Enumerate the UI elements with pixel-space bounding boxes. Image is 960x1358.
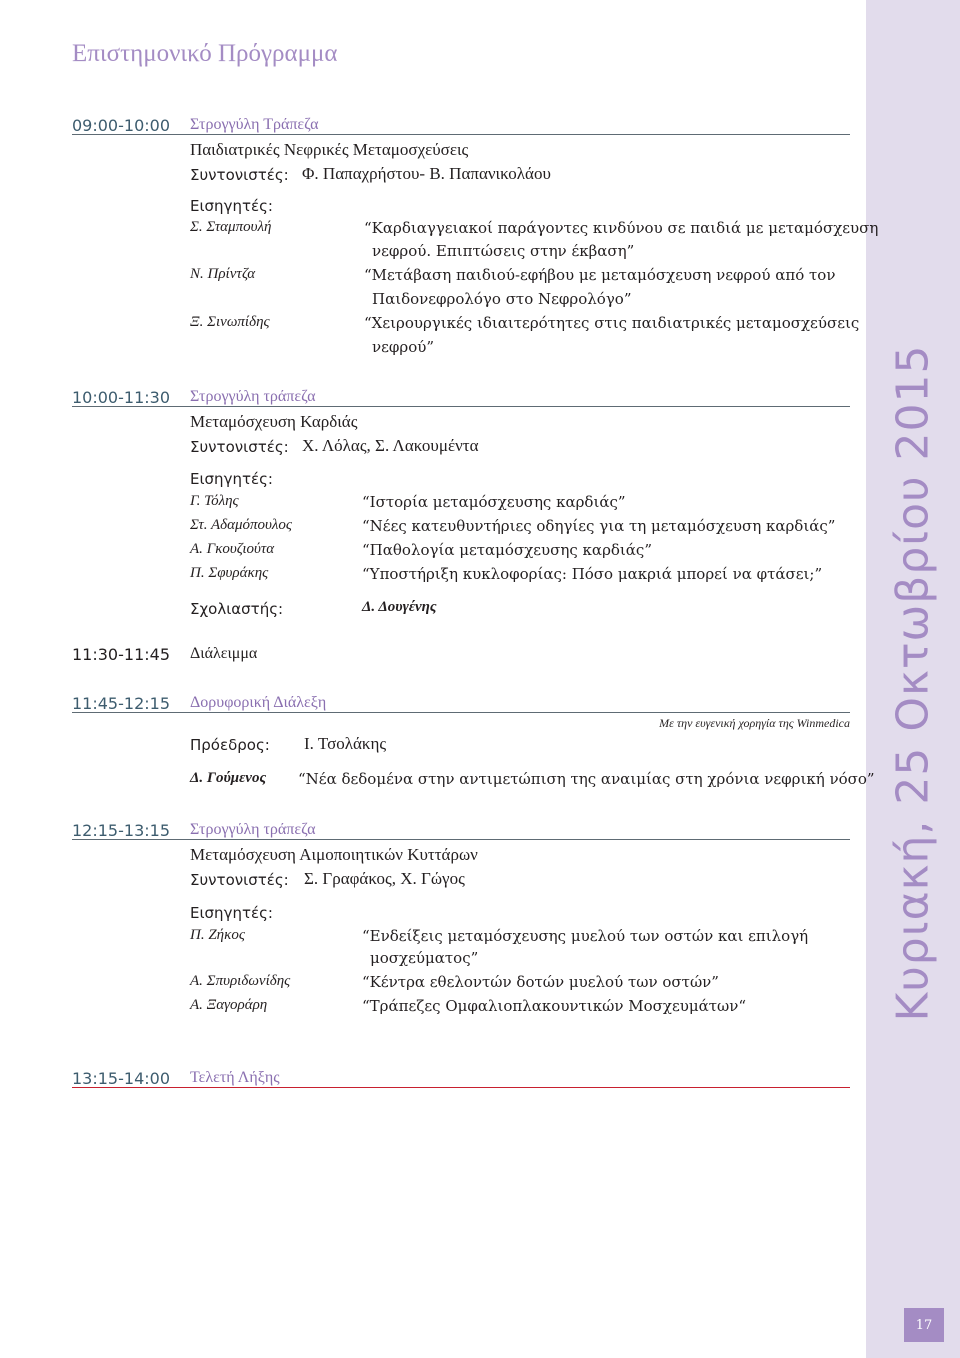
speaker-name: Α. Σπυριδωνίδης [190, 973, 291, 989]
speaker-name: Γ. Τόλης [190, 493, 239, 509]
commentator: Δ. Δουγένης [362, 599, 437, 615]
speaker-name: Α. Ξαγοράρη [190, 997, 268, 1013]
coordinators-label: Συντονιστές: [190, 438, 289, 456]
session-rule [72, 134, 850, 135]
session-time: 13:15-14:00 [72, 1069, 170, 1088]
talk-title: “Τράπεζες Ομφαλιοπλακουντικών Μοσχευμάτων“ [362, 997, 747, 1015]
coordinators: Σ. Γραφάκος, Χ. Γώγος [304, 869, 465, 888]
speaker-name: Α. Γκουζιούτα [190, 541, 275, 557]
session-subtitle: Μεταμόσχευση Καρδιάς [190, 412, 358, 431]
session-type: Δορυφορική Διάλεξη [190, 694, 327, 711]
talk-title: “Ενδείξεις μεταμόσχευσης μυελού των οστών και επιλογή [362, 927, 809, 945]
speaker-name: Ξ. Σινωπίδης [190, 314, 270, 330]
break-time: 11:30-11:45 [72, 645, 170, 664]
talk-title: “Χειρουργικές ιδιαιτερότητες στις παιδιατρικές μεταμοσχεύσεις [364, 314, 860, 332]
session-type: Στρογγύλη τράπεζα [190, 388, 316, 405]
speaker-name: Ν. Πρίντζα [190, 266, 256, 282]
speaker-name: Στ. Αδαμόπουλος [190, 517, 293, 533]
talk-title-cont: μοσχεύματος” [370, 949, 479, 967]
talk-title: “Παθολογία μεταμόσχευσης καρδιάς” [362, 541, 652, 559]
speaker-name: Π. Ζήκος [190, 927, 245, 943]
chair: Ι. Τσολάκης [304, 734, 387, 753]
talk-title-cont: νεφρού. Επιπτώσεις στην έκβαση” [372, 242, 635, 260]
talk-title: “Κέντρα εθελοντών δοτών μυελού των οστών” [362, 973, 719, 991]
session-time: 12:15-13:15 [72, 821, 170, 840]
talk-title: “Μετάβαση παιδιού-εφήβου με μεταμόσχευση νεφρού από τον [364, 266, 836, 284]
chair-label: Πρόεδρος: [190, 736, 270, 754]
date-label: Κυριακή, 25 Οκτωβρίου 2015 [887, 344, 939, 1022]
session-rule [72, 406, 850, 407]
speaker-name: Π. Σφυράκης [190, 565, 269, 581]
coordinators-label: Συντονιστές: [190, 166, 289, 184]
page-title: Επιστημονικό Πρόγραμμα [72, 40, 338, 67]
talk-title: “Νέα δεδομένα στην αντιμετώπιση της αναιμίας στη χρόνια νεφρική νόσο” [298, 770, 875, 788]
sponsor-note: Με την ευγενική χορηγία της Winmedica [659, 716, 850, 730]
talk-title-cont: νεφρού” [372, 338, 435, 356]
talk-title: “Ιστορία μεταμόσχευσης καρδιάς” [362, 493, 626, 511]
speakers-label: Εισηγητές: [190, 197, 273, 215]
talk-title-cont: Παιδονεφρολόγο στο Νεφρολόγο” [372, 290, 632, 308]
session-type: Τελετή Λήξης [190, 1069, 280, 1086]
closing-rule [72, 1087, 850, 1088]
commentator-label: Σχολιαστής: [190, 600, 284, 618]
session-rule [72, 839, 850, 840]
session-time: 11:45-12:15 [72, 694, 170, 713]
session-time: 10:00-11:30 [72, 388, 170, 407]
coordinators: Χ. Λόλας, Σ. Λακουμέντα [302, 436, 479, 455]
session-subtitle: Παιδιατρικές Νεφρικές Μεταμοσχεύσεις [190, 140, 469, 159]
session-type: Στρογγύλη Τράπεζα [190, 116, 319, 133]
speakers-label: Εισηγητές: [190, 904, 273, 922]
talk-title: “Νέες κατευθυντήριες οδηγίες για τη μεταμόσχευση καρδιάς” [362, 517, 836, 535]
speaker-name: Δ. Γούμενος [190, 770, 267, 786]
speakers-label: Εισηγητές: [190, 470, 273, 488]
talk-title: “Καρδιαγγειακοί παράγοντες κινδύνου σε παιδιά με μεταμόσχευση [364, 219, 879, 237]
session-type: Στρογγύλη τράπεζα [190, 821, 316, 838]
coordinators: Φ. Παπαχρήστου- Β. Παπανικολάου [302, 164, 551, 183]
page-number: 17 [904, 1308, 944, 1342]
talk-title: “Υποστήριξη κυκλοφορίας: Πόσο μακριά μπορεί να φτάσει;” [362, 565, 823, 583]
session-time: 09:00-10:00 [72, 116, 170, 135]
speaker-name: Σ. Σταμπουλή [190, 219, 272, 235]
coordinators-label: Συντονιστές: [190, 871, 289, 889]
session-subtitle: Μεταμόσχευση Αιμοποιητικών Κυττάρων [190, 845, 478, 864]
break-label: Διάλειμμα [190, 645, 258, 662]
session-rule [72, 712, 850, 713]
